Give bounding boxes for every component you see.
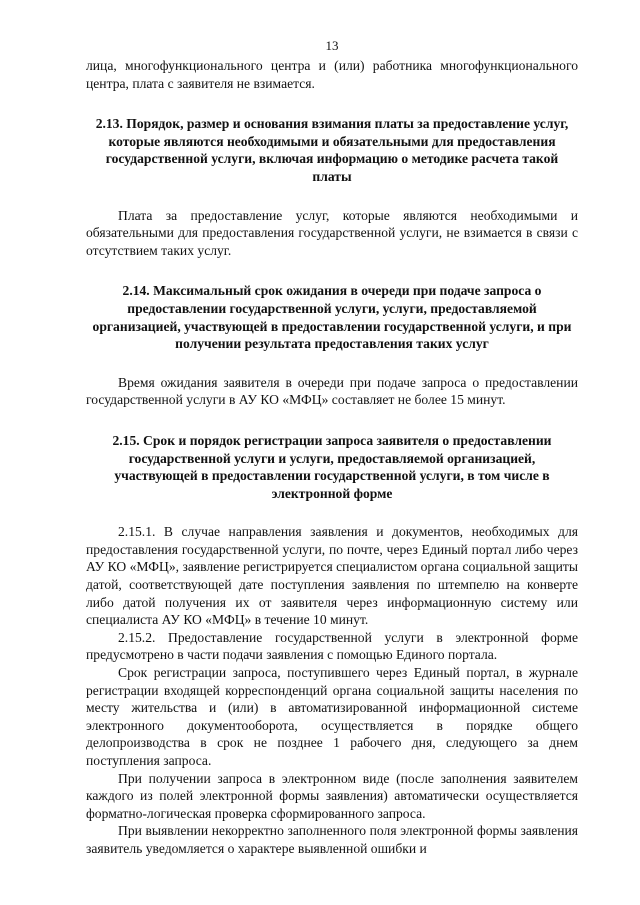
document-page — [86, 38, 578, 858]
heading-2-15: 2.15. Срок и порядок регистрации запроса заявителя о предоставлении государственной услуги и услуги, предоставляемой организацией, участвующей в предоставлении государственной услуги, в том числе в электронной форме — [112, 432, 552, 501]
page-number: 13 — [325, 38, 339, 53]
paragraph-incorrect-field: При выявлении некорректно заполненного поля электронной формы заявления заявитель уведомляется о характере выявленной ошибки и — [86, 823, 578, 856]
paragraph-waiting-time: Время ожидания заявителя в очереди при подаче запроса о предоставлении государственной услуги в АУ КО «МФЦ» составляет не более 15 минут. — [86, 374, 578, 408]
paragraph-2-15-1: 2.15.1. В случае направления заявления и документов, необходимых для предоставления государственной услуги, по почте, через Единый портал либо через АУ КО «МФЦ», заявление регистрируется специалистом органа социальной защиты датой, соответствующей дате поступления заявления по штемпелю на конверте либо датой получения их от заявителя через информационную систему или специалиста АУ КО «МФЦ» в течение 10 минут. — [86, 524, 578, 628]
heading-2-14: 2.14. Максимальный срок ожидания в очереди при подаче запроса о предоставлении государственной услуги, услуги, предоставляемой организацией, участвующей в предоставлении государственной услуги, и при получении результата предоставления таких услуг — [92, 283, 572, 352]
paragraph-2-15-2: 2.15.2. Предоставление государственной услуги в электронной форме предусмотрено в части подачи заявления с помощью Единого портала. — [86, 629, 578, 663]
paragraph-fee-not-charged: Плата за предоставление услуг, которые являются необходимыми и обязательными для предоставления государственной услуги, не взимается в связи с отсутствием таких услуг. — [86, 207, 578, 258]
paragraph-registration-term: Срок регистрации запроса, поступившего через Единый портал, в журнале регистрации входящей корреспонденций органа социальной защиты населения по месту жительства и (или) в автоматизированной информационной системе электронного документооборота, осуществляется в порядке общего делопроизводства в срок не позднее 1 рабочего дня, следующего за днем поступления запроса. — [86, 665, 578, 768]
paragraph-electronic-check: При получении запроса в электронном виде (после заполнения заявителем каждого из полей электронной формы заявления) автоматически осуществляется форматно-логическая проверка сформированного запроса. — [86, 770, 578, 821]
heading-2-13: 2.13. Порядок, размер и основания взимания платы за предоставление услуг, которые являются необходимыми и обязательными для предоставления государственной услуги, включая информацию о методике расчета такой платы — [95, 116, 569, 184]
paragraph-continuation: лица, многофункционального центра и (или) работника многофункционального центра, плата с заявителя не взимается. — [86, 58, 578, 91]
